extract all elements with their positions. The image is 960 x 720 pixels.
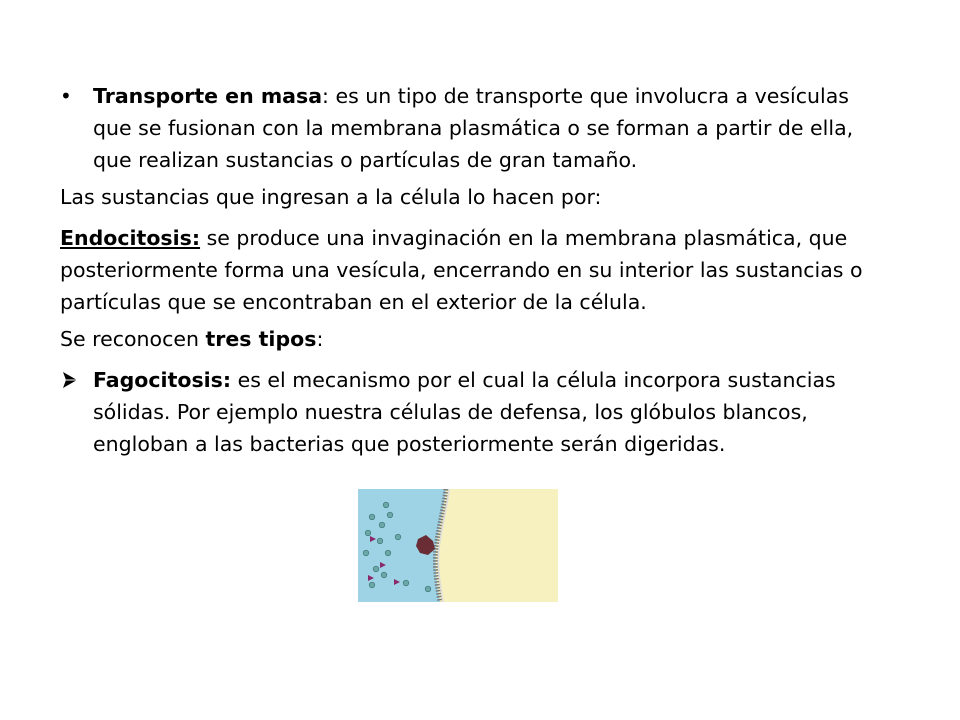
cytoplasm <box>435 489 558 602</box>
term-endocitosis: Endocitosis: <box>60 226 201 250</box>
arrow-bullet-icon <box>60 364 80 405</box>
bullet-dot-icon: • <box>60 84 72 108</box>
intro-paragraph <box>60 181 920 213</box>
bullet1-description: : es un tipo de transporte que involucra a vesículas que se fusionan con la membrana plasmática o se forman a partir de ella, que realizan sustancias o partículas de gran tamaño. <box>93 84 854 172</box>
endocitosis-description: se produce una invaginación en la membrana plasmática, que posteriormente forma una vesícula, encerrando en su interior las sustancias o partículas que se encontraban en el exterior de la célula. <box>60 226 863 314</box>
cell-membrane-diagram <box>358 489 558 602</box>
endocitosis-paragraph <box>60 222 920 318</box>
tipos-paragraph <box>60 323 920 355</box>
term-fagocitosis: Fagocitosis: <box>93 368 232 392</box>
bullet-text <box>93 80 893 176</box>
tipos-bold: tres tipos <box>205 327 317 351</box>
intro-text: Las sustancias que ingresan a la célula lo hacen por: <box>60 185 602 209</box>
tipos-prefix: Se reconocen <box>60 327 206 351</box>
fagocitosis-description: es el mecanismo por el cual la célula incorpora sustancias sólidas. Por ejemplo nuestra células de defensa, los glóbulos blancos, engloban a las bacterias que posteriormente serán digeridas. <box>93 368 836 456</box>
term-transporte-en-masa: Transporte en masa <box>93 84 323 108</box>
phagocytosis-illustration <box>358 489 558 602</box>
bullet-text <box>93 364 893 460</box>
tipos-suffix: : <box>316 327 324 351</box>
